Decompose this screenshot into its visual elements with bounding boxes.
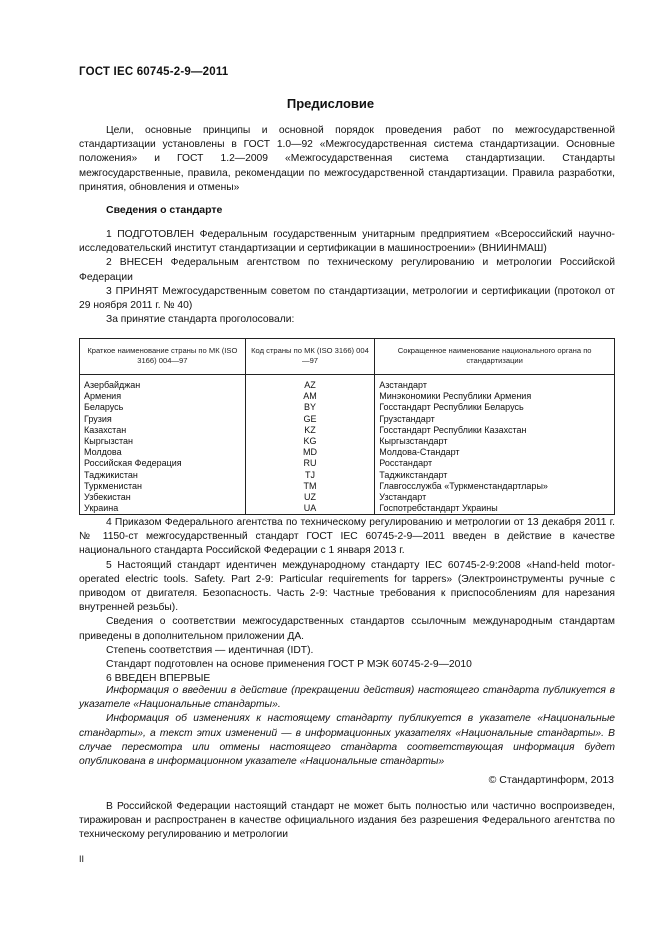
code-cell: UA <box>245 503 375 515</box>
body-cell: Главгосслужба «Туркменстандартлары» <box>375 481 615 492</box>
body-cell: Кыргызстандарт <box>375 436 615 447</box>
country-cell: Узбекистан <box>80 492 246 503</box>
item-4-paragraph: 4 Приказом Федерального агентства по техническому регулированию и метрологии от 13 декабря 2011 г. № 1150-ст межгосударственный стандарт ГОСТ IEC 60745-2-9—2011 введен в действие в качестве национального стандарта Российской Федерации с 1 января 2013 г. <box>79 517 615 557</box>
country-cell: Армения <box>80 391 246 402</box>
body-cell: Грузстандарт <box>375 414 615 425</box>
table-row <box>80 414 615 425</box>
about-heading: Сведения о стандарте <box>106 204 223 216</box>
item-6-paragraph: 6 ВВЕДЕН ВПЕРВЫЕ <box>106 673 211 685</box>
body-cell: Госпотребстандарт Украины <box>375 503 615 515</box>
country-cell: Грузия <box>80 414 246 425</box>
body-cell: Таджикстандарт <box>375 470 615 481</box>
country-cell: Украина <box>80 503 246 515</box>
country-cell: Российская Федерация <box>80 458 246 469</box>
code-cell: BY <box>245 402 375 413</box>
item-1-paragraph: 1 ПОДГОТОВЛЕН Федеральным государственным унитарным предприятием «Всероссийский научно-исследовательский институт стандартизации и сертификации в машиностроении» (ВНИИНМАШ) <box>79 229 615 255</box>
body-cell: Узстандарт <box>375 492 615 503</box>
item-5-paragraph: 5 Настоящий стандарт идентичен международному стандарту IEC 60745-2-9:2008 «Hand-held motor-operated electric tools. Safety. Part 2-9: Particular requirements for tappers» (Электроинструменты ручные с приводом от двигателя. Безопасность. Часть 2-9: Частные требования к приспособлениям для нарезания внутренней резьбы). <box>79 559 615 614</box>
publication-info-block <box>79 684 615 769</box>
body-cell: Росстандарт <box>375 458 615 469</box>
body-cell: Минэкономики Республики Армения <box>375 391 615 402</box>
table-row <box>80 447 615 458</box>
code-cell: AM <box>245 391 375 402</box>
intro-paragraph: Цели, основные принципы и основной порядок проведения работ по межгосударственной стандартизации установлены в ГОСТ 1.0—92 «Межгосударственная система стандартизации. Основные положения» и ГОСТ 1.2—2009 «Межгосударственная система стандартизации. Стандарты межгосударственные, правила, рекомендации по межгосударственной стандартизации. Правила разработки, принятия, обновления и отмены» <box>79 125 615 193</box>
member-countries-table <box>79 338 615 515</box>
correspondence-paragraph: Сведения о соответствии межгосударственных стандартов ссылочным международным стандартам приведены в дополнительном приложении ДА. <box>79 616 615 642</box>
header-body: Сокращенное наименование национального органа по стандартизации <box>375 339 615 375</box>
basis-paragraph: Стандарт подготовлен на основе применения ГОСТ Р МЭК 60745-2-9—2010 <box>106 659 472 671</box>
table-row <box>80 402 615 413</box>
page-number: II <box>79 854 85 864</box>
country-cell: Азербайджан <box>80 375 246 392</box>
conformity-paragraph: Степень соответствия — идентичная (IDT). <box>106 644 314 656</box>
header-country: Краткое наименование страны по МК (ISO 3166) 004—97 <box>80 339 246 375</box>
copyright-line: © Стандартинформ, 2013 <box>488 774 614 786</box>
table-row <box>80 436 615 447</box>
code-cell: TJ <box>245 470 375 481</box>
code-cell: RU <box>245 458 375 469</box>
body-cell: Азстандарт <box>375 375 615 392</box>
table-row <box>80 425 615 436</box>
vote-intro: За принятие стандарта проголосовали: <box>106 314 295 326</box>
intro-block <box>79 124 615 195</box>
document-header: ГОСТ IEC 60745-2-9—2011 <box>79 66 229 78</box>
header-code: Код страны по МК (ISO 3166) 004—97 <box>245 339 375 375</box>
info-items-block-2 <box>79 516 615 686</box>
table-row <box>80 470 615 481</box>
country-cell: Казахстан <box>80 425 246 436</box>
code-cell: GE <box>245 414 375 425</box>
body-cell: Молдова-Стандарт <box>375 447 615 458</box>
info-paragraph-2: Информация об изменениях к настоящему стандарту публикуется в указателе «Национальные стандарты», а текст этих изменений — в информационных указателях «Национальные стандарты». В случае пересмотра или отмены настоящего стандарта соответствующая информация будет опубликована в информационном указателе «Национальные стандарты» <box>79 713 615 768</box>
country-cell: Туркменистан <box>80 481 246 492</box>
table-row <box>80 503 615 515</box>
info-paragraph-1: Информация о введении в действие (прекращении действия) настоящего стандарта публикуется в указателе «Национальные стандарты». <box>79 685 615 711</box>
table-header-row <box>80 339 615 375</box>
item-2-paragraph: 2 ВНЕСЕН Федеральным агентством по техническому регулированию и метрологии Российской Федерации <box>79 257 615 283</box>
table-row <box>80 492 615 503</box>
notice-paragraph: В Российской Федерации настоящий стандарт не может быть полностью или частично воспроизведен, тиражирован и распространен в качестве официального издания без разрешения Федерального агентства по техническому регулированию и метрологии <box>79 801 615 841</box>
table-row <box>80 458 615 469</box>
page-title: Предисловие <box>286 96 375 111</box>
item-3-paragraph: 3 ПРИНЯТ Межгосударственным советом по стандартизации, метрологии и сертификации (протокол от 29 ноября 2011 г. № 40) <box>79 285 615 312</box>
info-items-block <box>79 228 615 327</box>
table-row <box>80 391 615 402</box>
code-cell: KZ <box>245 425 375 436</box>
country-cell: Молдова <box>80 447 246 458</box>
country-cell: Таджикистан <box>80 470 246 481</box>
country-cell: Беларусь <box>80 402 246 413</box>
code-cell: TM <box>245 481 375 492</box>
body-cell: Госстандарт Республики Казахстан <box>375 425 615 436</box>
country-cell: Кыргызстан <box>80 436 246 447</box>
code-cell: KG <box>245 436 375 447</box>
table-row <box>80 375 615 392</box>
table-row <box>80 481 615 492</box>
code-cell: AZ <box>245 375 375 392</box>
code-cell: UZ <box>245 492 375 503</box>
code-cell: MD <box>245 447 375 458</box>
body-cell: Госстандарт Республики Беларусь <box>375 402 615 413</box>
notice-block <box>79 800 615 843</box>
